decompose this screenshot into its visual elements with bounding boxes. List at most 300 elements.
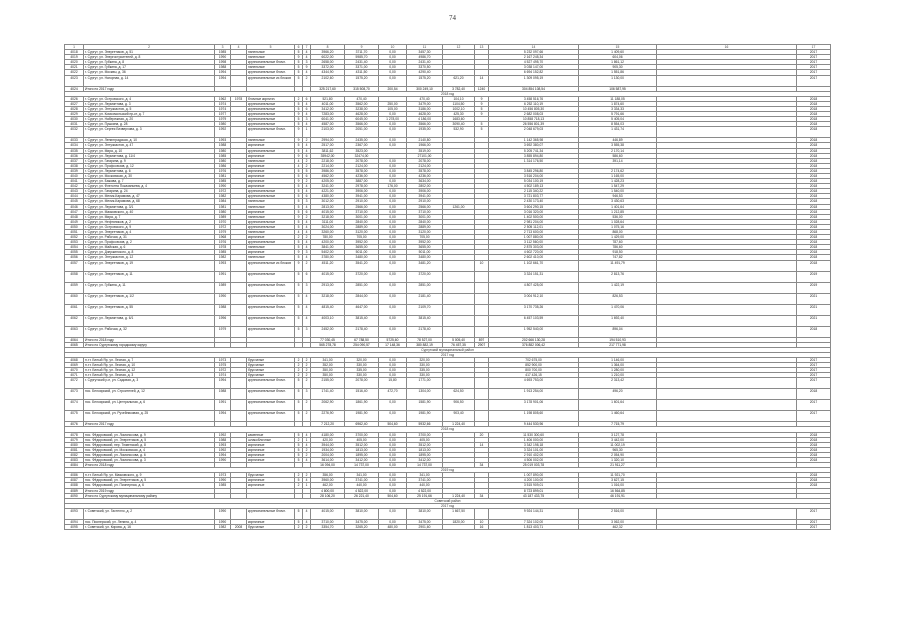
table-cell: 1976 [215,168,231,173]
table-cell: 1990 [215,184,231,189]
table-cell: 0,00 [379,194,407,199]
table-cell: панельные [247,50,295,55]
address-cell: г. Сургут, ул. Рабочая, д. 31 [84,235,215,240]
table-cell: 0,00 [379,400,407,411]
table-cell: 4078 [65,432,84,437]
table-cell: 4080 [65,442,84,447]
table-cell: 3614,00 [311,457,345,462]
table-cell: 2 [303,357,311,362]
table-cell: 1988 [215,437,231,442]
table-cell: 17 148,36 [379,342,407,347]
address-cell: пос. Белоярский, ул. Ручейниковая, д. 25 [84,411,215,422]
table-cell: крупнопанельные блочн. [247,508,295,519]
table-cell: каменные [247,432,295,437]
address-cell: п.г.т. Белый Яр, ул. Маяковского, д. 9 [84,473,215,478]
table-cell: 2844,00 [345,293,379,304]
table-cell: 3 [303,117,311,122]
table-cell: крупнопанельные [247,101,295,106]
address-cell: г. Сургут, ул. Дзержинского, д. 8 [84,250,215,255]
address-cell: г. Сургут, ул. Лермонтова, д. 11/4 [84,153,215,158]
address-cell: г. Сургутский р-н, ул. Садовая, д. 3 [84,378,215,389]
table-cell: 2021 [797,315,831,326]
table-cell: 2004,00 [311,452,345,457]
table-cell: 0,00 [379,199,407,204]
table-cell: 2 [295,363,303,368]
table-cell: крупнопанельные [247,219,295,224]
table-cell: 4 602 720,00 [489,250,579,255]
table-cell: 2 [303,411,311,422]
table-cell: 3700,00 [407,432,443,437]
table-cell: кирпичные [247,442,295,447]
table-row [65,282,831,293]
table-cell: 4221,00 [311,189,345,194]
table-cell: 4032 [65,127,84,138]
table-cell: 105,00 [379,106,407,111]
table-cell: 3811,62 [311,148,345,153]
table-cell: 4071 [65,373,84,378]
table-cell [657,508,797,519]
table-cell: 9 [295,214,303,219]
table-cell [657,271,797,282]
table-cell: 2017 [797,508,831,519]
table-cell: 2452,00 [311,326,345,337]
table-cell: 4 527 495,70 [489,60,579,65]
table-cell: 2566,00 [345,204,379,209]
address-cell: г. Сургут, ул. Островского, д. 9 [84,224,215,229]
table-cell: 1988 [215,389,231,400]
table-cell: 3481,20 [407,260,443,271]
table-cell: 3 721 803,77 [489,194,579,199]
table-cell: 0,00 [379,373,407,378]
table-cell: 4053 [65,240,84,245]
table-cell: 2018 [797,250,831,255]
table-cell: 3 627,15 [579,478,657,483]
table-cell: 462,32 [579,525,657,530]
table-cell: 1985 [215,179,231,184]
table-cell: 2435,00 [345,138,379,143]
table-cell: 3966,20 [311,50,345,55]
table-cell: 217 771,98 [579,342,657,347]
table-cell: 3523,00 [345,148,379,153]
table-cell: 4084 [65,463,84,468]
table-cell: 6 457 103,59 [489,315,579,326]
table-cell: 76 457,35 [443,342,475,347]
table-cell: крупнопанельные [247,194,295,199]
table-cell: 5 [295,122,303,127]
table-cell: 3238,00 [345,106,379,111]
table-cell: 2018 [797,117,831,122]
table-cell: 4 [295,230,303,235]
table-cell: 0,00 [379,411,407,422]
table-cell: 1 075,16 [579,224,657,229]
table-cell: 2 [295,96,303,101]
table-cell: 4 693 753,00 [489,378,579,389]
table-cell: 4 [303,255,311,260]
table-cell: 4064 [65,337,84,342]
table-cell: 4052 [65,235,84,240]
table-cell: 4628,00 [407,112,443,117]
table-cell: 78 527,00 [407,337,443,342]
table-cell: 1973 [215,357,231,362]
table-cell: 2 813,76 [579,271,657,282]
table-cell: 425,30 [443,112,475,117]
table-cell: 0,00 [379,60,407,65]
table-cell: 2 516,00 [579,508,657,519]
table-cell: 1 028,64 [579,219,657,224]
table-cell: 5 [475,106,489,111]
table-cell: 1981,90 [407,411,443,422]
table-cell: 0,00 [379,75,407,86]
table-cell: 5 405,04 [579,117,657,122]
table-cell: 2018 [797,483,831,488]
table-cell: брусчатые [247,363,295,368]
table-cell: 1935,00 [407,127,443,138]
table-cell: 3512,00 [345,442,379,447]
table-cell: 4 186,00 [407,117,443,122]
table-cell: 5725,60 [379,337,407,342]
table-cell: 2 [303,235,311,240]
table-cell [657,127,797,138]
table-cell [231,271,247,282]
table-cell: 4070 [65,368,84,373]
table-cell: 440,00 [345,483,379,488]
table-cell: 320,00 [345,357,379,362]
table-cell: 4057 [65,260,84,271]
address-cell: г. Сургут, ул. Энергостроителей, д. 8 [84,55,215,60]
address-cell: г. Сургут, ул. Мелик-Карамова, д. 68 [84,199,215,204]
table-cell: 9 [295,179,303,184]
table-cell: 906,50 [443,400,475,411]
table-cell: 8 723 899,01 [489,488,579,493]
table-cell: 335,00 [407,368,443,373]
table-cell: 604,06 [579,55,657,60]
table-cell: 26 221,40 [345,493,379,498]
table-cell: 4027 [65,101,84,106]
table-cell: 5 [295,245,303,250]
table-cell: 34 [475,463,489,468]
table-cell: 1240 [475,86,489,91]
table-cell: 2 [295,437,303,442]
table-cell: 4019 [65,55,84,60]
table-cell: 2018 [797,112,831,117]
table-cell: 3741,00 [407,478,443,483]
column-number: 6 [295,45,303,50]
table-cell [475,315,489,326]
table-cell: 4 [303,55,311,60]
table-cell: 2 [303,373,311,378]
table-cell: 2 [303,179,311,184]
table-cell: 5 [475,122,489,127]
table-cell: 2 [295,235,303,240]
table-cell: 440,00 [407,483,443,488]
address-cell: г. Сургут, ул. Энергетиков, д. 55 [84,304,215,315]
table-cell: 2018 [797,173,831,178]
table-cell: 5 232 097,66 [489,50,579,55]
table-cell: 1 [303,437,311,442]
table-cell: 4035 [65,148,84,153]
table-cell: крупнопанельные блочн. [247,127,295,138]
table-cell: 1 813 403,71 [489,525,579,530]
table-cell [231,411,247,422]
table-cell: 3 038 147,00 [489,65,579,70]
column-number: 10 [379,45,407,50]
table-cell: 6 [303,106,311,111]
table-cell: крупнопанельные [247,148,295,153]
table-cell: 2 115 340,22 [489,189,579,194]
table-cell: панельные [247,65,295,70]
table-cell: 0,00 [379,235,407,240]
table-cell: 3578,00 [407,168,443,173]
table-cell: 4 [303,122,311,127]
table-cell: 2 167 245,34 [489,55,579,60]
table-cell: панельные [247,214,295,219]
table-cell: 3 324 151,31 [489,271,579,282]
table-cell: 472,70 [379,389,407,400]
table-cell [443,293,475,304]
table-cell: 3566,00 [407,122,443,127]
table-cell: 2276,90 [311,411,345,422]
table-cell: 0,00 [379,55,407,60]
table-cell: 4074 [65,400,84,411]
table-cell [657,282,797,293]
table-cell: 3090,40 [443,122,475,127]
table-cell: 4023 [65,75,84,86]
table-cell: 2103,00 [311,127,345,138]
address-cell: г. Сургут, ул. Лермонтова, д. 6/1 [84,315,215,326]
housing-register-table [64,44,831,530]
table-cell: 3 782,40 [443,86,475,91]
table-cell [475,400,489,411]
table-cell: 2178,40 [345,326,379,337]
table-cell: 0,00 [379,260,407,271]
table-cell: 3012,00 [311,199,345,204]
table-cell: 4073 [65,389,84,400]
table-cell: 3952,00 [407,240,443,245]
table-cell: 1972 [215,224,231,229]
table-cell: 1002,10 [443,106,475,111]
table-cell: 4061 [65,304,84,315]
table-cell: 2 981 204,00 [489,219,579,224]
table-cell: 1104,50 [443,101,475,106]
table-cell: 5 [295,184,303,189]
table-cell: 2051,00 [345,127,379,138]
table-cell: 1984 [215,199,231,204]
table-cell: 16 [475,525,489,530]
table-cell: 1990 [215,293,231,304]
address-cell: г. Сургут, ул. Маяковского, д. 40 [84,209,215,214]
table-cell: 3241,00 [311,184,345,189]
table-cell: 2018 [797,122,831,127]
table-cell: 1 667,50 [443,508,475,519]
address-cell: г. Сургут, ул. Губкина, д. 11 [84,282,215,293]
address-cell: г. Сургут, ул. Энергетиков, д. 1/2 [84,293,215,304]
table-cell: 5011,00 [407,250,443,255]
table-cell: крупнопанельные блочн. [247,400,295,411]
table-cell: 3655,00 [407,245,443,250]
table-cell: 1973 [215,473,231,478]
table-cell: 3120,00 [345,230,379,235]
table-cell: 3841,00 [311,245,345,250]
table-cell: 0,00 [379,127,407,138]
table-cell: 5 [295,304,303,315]
table-cell: 3412,00 [407,457,443,462]
table-cell: 1986 [215,163,231,168]
table-cell: 6 252 110,19 [489,101,579,106]
table-cell: 3 555,38 [579,143,657,148]
table-cell: 2018 [797,230,831,235]
table-cell: 6 [303,209,311,214]
table-row [65,127,831,138]
table-cell: 2851,00 [407,282,443,293]
table-cell: панельные [247,255,295,260]
table-cell: 2018 [797,447,831,452]
table-cell: 2 [303,368,311,373]
table-cell: 1 422,19 [579,282,657,293]
table-cell: 194 510,93 [579,337,657,342]
table-cell: 1982 [215,525,231,530]
table-cell: 2078,00 [345,158,379,163]
table-cell: 1985 [215,50,231,55]
table-cell: 3578,00 [345,168,379,173]
table-cell: 2019 [797,282,831,293]
table-cell: 11 921,70 [579,473,657,478]
table-cell: 4072 [65,378,84,389]
table-cell: 5 [295,224,303,229]
table-row [65,75,831,86]
table-cell: 1981,90 [345,411,379,422]
table-cell: 4 522,00 [345,488,379,493]
table-cell: крупнопанельные [247,189,295,194]
table-cell: 6 694 152,82 [489,70,579,75]
table-cell: 705,00 [407,235,443,240]
table-cell: 1985 [215,483,231,488]
table-cell: 4020 [65,60,84,65]
table-cell: 1980 [215,209,231,214]
table-cell: 0,00 [379,173,407,178]
table-cell: 2017 [797,75,831,86]
table-cell: 1979 [215,230,231,235]
table-cell [657,315,797,326]
table-cell: 9 [295,153,303,158]
table-cell: кирпичные [247,209,295,214]
table-cell: 1 212,85 [579,209,657,214]
table-cell: 3720,00 [407,271,443,282]
address-cell: г. Сургут, ул. Майская, д. 6 [84,245,215,250]
address-cell: пос. Белоярский, ул. Строителей, д. 12 [84,389,215,400]
table-cell: 3 [303,199,311,204]
table-cell: 621,20 [443,75,475,86]
table-cell: 4 502 189,13 [489,184,579,189]
table-cell: 470,40 [407,96,443,101]
table-cell: 3541,20 [345,260,379,271]
table-cell: 2018 [797,437,831,442]
table-cell: 3412,00 [311,106,345,111]
table-cell: 5 [295,519,303,524]
table-cell: 4095 [65,525,84,530]
table-cell: 5011,00 [345,250,379,255]
address-cell: г. Сургут, ул. Энергетиков, д. 4 [84,230,215,235]
table-cell: 2017 [797,65,831,70]
table-cell: 2658,00 [311,60,345,65]
table-cell: 1968 [215,235,231,240]
table-cell: 6962,40 [345,422,379,427]
table-cell: 2 602 410,00 [489,255,579,260]
table-cell: 376 882 006,42 [489,342,579,347]
table-cell: 9 [295,250,303,255]
table-cell: 4093 [65,508,84,519]
table-cell: 2851,00 [345,282,379,293]
table-cell: 0,00 [379,122,407,127]
table-cell: 254 090,57 [345,342,379,347]
table-cell: 2889,00 [345,224,379,229]
table-cell: 4028 [65,106,84,111]
table-cell [657,411,797,422]
table-cell: 4 800,00 [311,488,345,493]
table-cell: 3 170 735,26 [489,304,579,315]
table-cell: 3 [303,60,311,65]
address-cell: г. Сургут, ул. Мелик-Карамова, д. 47 [84,194,215,199]
table-cell: 1993 [215,260,231,271]
table-cell: 868,00 [579,230,657,235]
table-cell: 380 882,19 [407,342,443,347]
table-cell: 2 [295,483,303,488]
table-cell: 1516,40 [345,389,379,400]
table-cell: 1304,00 [407,389,443,400]
table-cell: 1861,90 [345,400,379,411]
table-cell: 3218,00 [311,214,345,219]
table-cell: 897 [475,337,489,342]
table-cell: 2018 [797,326,831,337]
table-cell: 4018 [65,50,84,55]
table-cell: 0,00 [379,368,407,373]
table-cell: 8 554,03 [579,122,657,127]
table-cell: 4056 [65,255,84,260]
table-cell: 3 334,33 [579,106,657,111]
table-cell: 4 [303,432,311,437]
table-cell: 4049 [65,219,84,224]
column-number: 8 [311,45,345,50]
table-cell: 1975 [215,363,231,368]
table-cell: 2910,00 [407,199,443,204]
table-cell: крупнопанельные [247,112,295,117]
table-cell: 4083 [65,457,84,462]
table-cell: 5 [295,194,303,199]
column-number: 9 [345,45,379,50]
table-cell: 14 737,00 [407,463,443,468]
column-number: 7 [303,45,311,50]
table-cell: 1 224,40 [443,493,475,498]
table-cell: 2018 [797,432,831,437]
table-cell [475,304,489,315]
table-cell [475,282,489,293]
table-cell: 3815,40 [345,315,379,326]
table-cell: 2017 [797,55,831,60]
table-cell [231,260,247,271]
table-cell: 352,00 [311,363,345,368]
table-cell: 5 [295,148,303,153]
table-cell [475,378,489,389]
table-cell: 5 [295,240,303,245]
table-cell: крупнопанельные [247,122,295,127]
table-cell: 9 [295,112,303,117]
table-cell: 4015,00 [311,271,345,282]
table-cell: 4 [303,189,311,194]
table-cell [443,326,475,337]
table-cell: 2017 [797,378,831,389]
table-cell: 4 [303,457,311,462]
table-cell: 0,00 [379,50,407,55]
table-cell: 4075 [65,411,84,422]
